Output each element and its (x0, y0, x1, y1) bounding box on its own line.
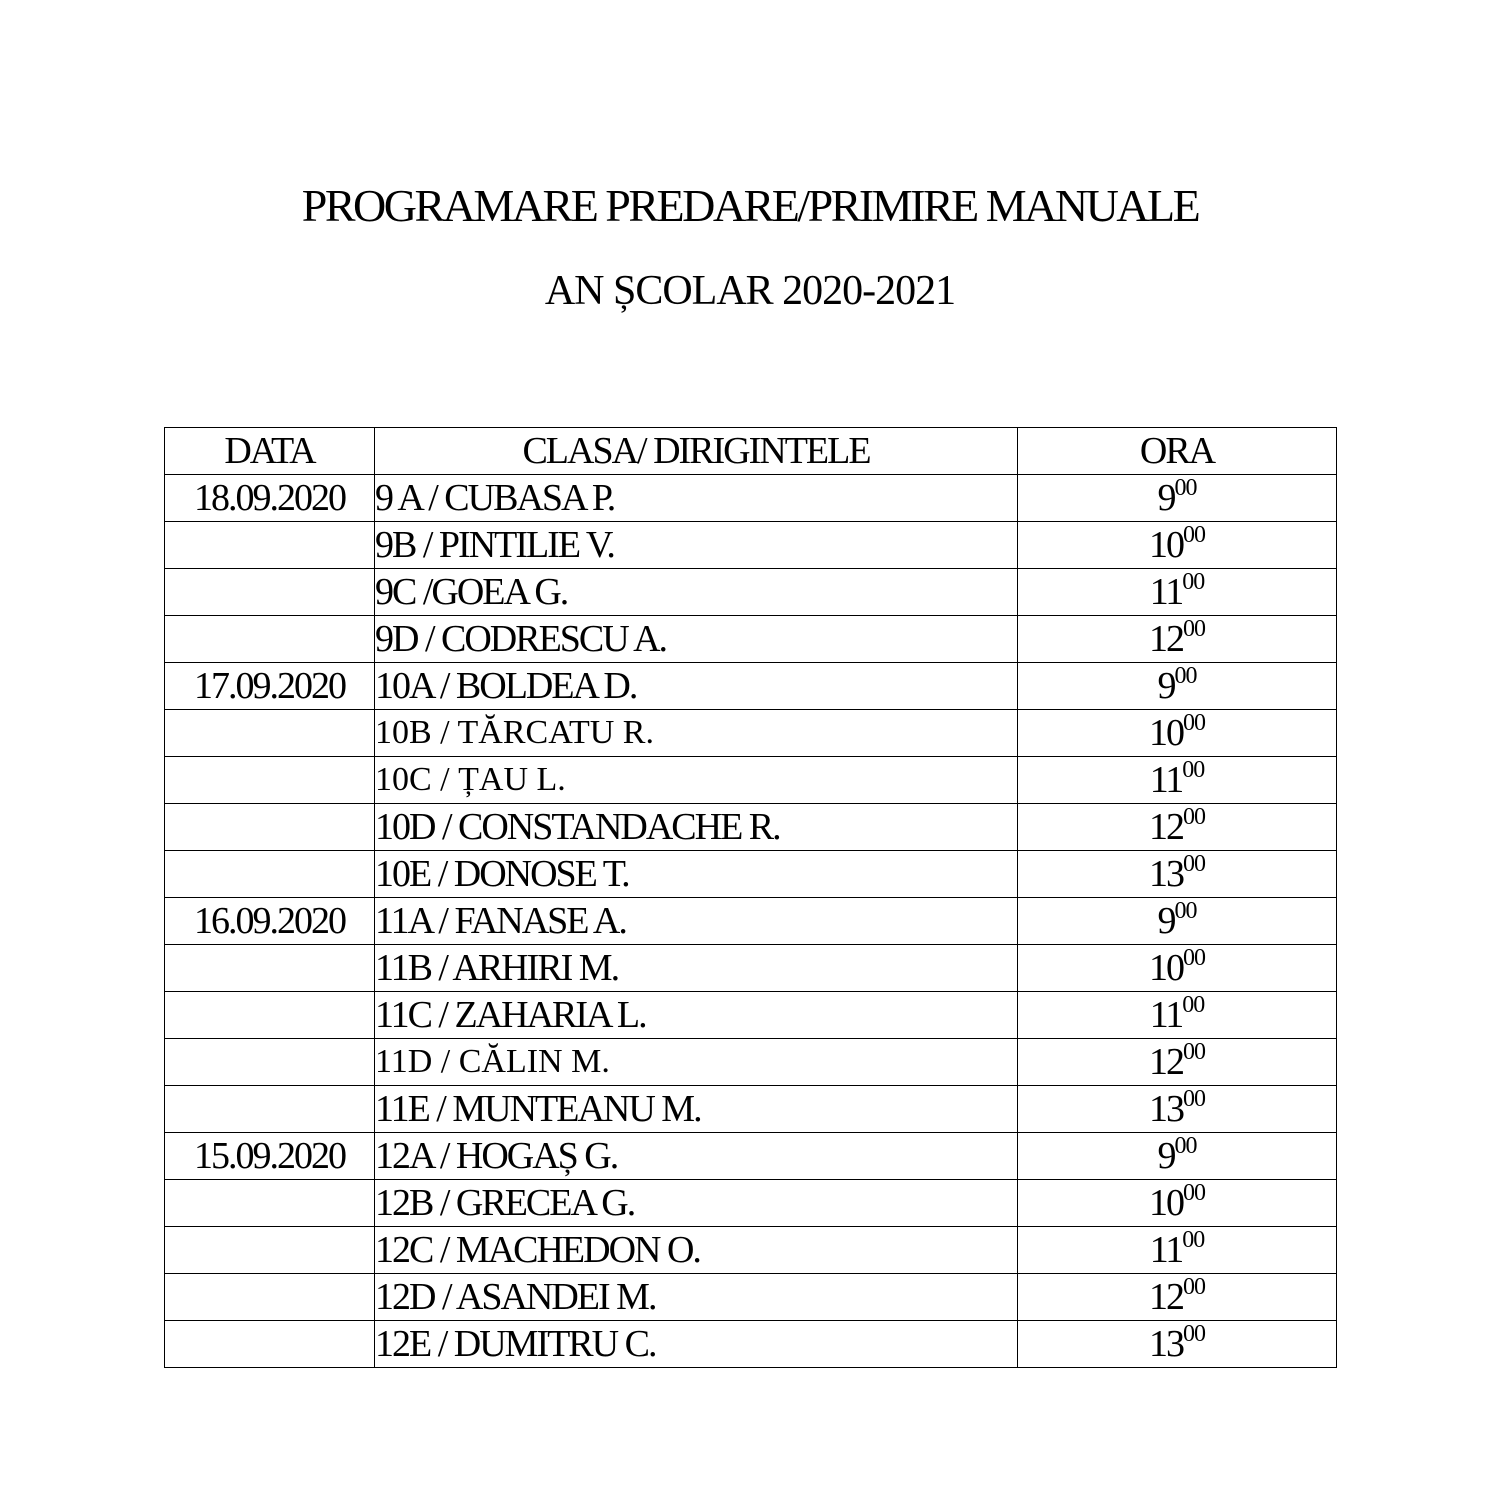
table-header-row (165, 428, 1337, 475)
time-hour: 13 (1149, 1088, 1183, 1130)
table-row (165, 1274, 1337, 1321)
date-cell (165, 1180, 375, 1227)
document-subtitle: AN ȘCOLAR 2020-2021 (544, 268, 956, 314)
date-cell (165, 945, 375, 992)
class-teacher-cell: 12B / GRECEA G. (375, 1180, 1018, 1227)
time-hour: 12 (1149, 806, 1183, 848)
time-hour: 9 (1157, 665, 1175, 707)
document-title: PROGRAMARE PREDARE/PRIMIRE MANUALE (301, 180, 1199, 231)
class-teacher-cell: 10E / DONOSE T. (375, 851, 1018, 898)
class-teacher-cell: 11B / ARHIRI M. (375, 945, 1018, 992)
header-class-teacher: CLASA/ DIRIGINTELE (375, 428, 1018, 475)
time-cell (1018, 569, 1337, 616)
time-cell (1018, 945, 1337, 992)
time-minutes: 00 (1183, 851, 1205, 877)
date-cell (165, 992, 375, 1039)
time-minutes: 00 (1183, 1180, 1205, 1206)
time-hour: 13 (1149, 853, 1183, 895)
time-hour: 12 (1149, 1276, 1183, 1318)
time-hour: 11 (1149, 759, 1183, 801)
time-minutes: 00 (1183, 1274, 1205, 1300)
table-row (165, 945, 1337, 992)
time-minutes: 00 (1182, 569, 1205, 595)
table-row (165, 1133, 1337, 1180)
date-cell (165, 804, 375, 851)
time-cell (1018, 1321, 1337, 1368)
time-cell (1018, 663, 1337, 710)
table-row (165, 663, 1337, 710)
class-teacher-cell: 10C / ȚAU L. (375, 757, 1018, 804)
time-cell (1018, 522, 1337, 569)
time-cell (1018, 851, 1337, 898)
class-teacher-cell: 12C / MACHEDON O. (375, 1227, 1018, 1274)
time-minutes: 00 (1174, 898, 1197, 924)
time-minutes: 00 (1174, 1133, 1197, 1159)
class-teacher-cell: 9D / CODRESCU A. (375, 616, 1018, 663)
class-teacher-cell: 10D / CONSTANDACHE R. (375, 804, 1018, 851)
time-hour: 10 (1149, 712, 1183, 754)
date-cell: 16.09.2020 (165, 898, 375, 945)
time-minutes: 00 (1182, 992, 1205, 1018)
time-cell (1018, 1039, 1337, 1086)
date-cell (165, 1274, 375, 1321)
table-row (165, 851, 1337, 898)
time-minutes: 00 (1183, 945, 1205, 971)
time-hour: 9 (1157, 900, 1175, 942)
date-cell (165, 616, 375, 663)
date-cell (165, 1321, 375, 1368)
class-teacher-cell: 12A / HOGAȘ G. (375, 1133, 1018, 1180)
time-cell (1018, 616, 1337, 663)
date-cell (165, 757, 375, 804)
time-minutes: 00 (1183, 616, 1205, 642)
time-cell (1018, 757, 1337, 804)
time-cell (1018, 804, 1337, 851)
time-hour: 11 (1149, 994, 1183, 1036)
table-row (165, 898, 1337, 945)
date-cell (165, 1227, 375, 1274)
class-teacher-cell: 11E / MUNTEANU M. (375, 1086, 1018, 1133)
table-row (165, 757, 1337, 804)
class-teacher-cell: 11A / FANASE A. (375, 898, 1018, 945)
time-cell (1018, 1086, 1337, 1133)
time-hour: 13 (1149, 1323, 1183, 1365)
time-cell (1018, 710, 1337, 757)
time-minutes: 00 (1182, 757, 1205, 783)
time-hour: 9 (1157, 1135, 1175, 1177)
time-minutes: 00 (1182, 1227, 1205, 1253)
table-row (165, 1227, 1337, 1274)
time-cell (1018, 475, 1337, 522)
time-cell (1018, 898, 1337, 945)
header-time: ORA (1018, 428, 1337, 475)
date-cell (165, 710, 375, 757)
table-row (165, 1180, 1337, 1227)
class-teacher-cell: 9C /GOEA G. (375, 569, 1018, 616)
time-minutes: 00 (1174, 663, 1197, 689)
schedule-table (164, 427, 1337, 1368)
table-row (165, 804, 1337, 851)
time-hour: 10 (1149, 1182, 1183, 1224)
date-cell (165, 1039, 375, 1086)
table-row (165, 1086, 1337, 1133)
date-cell: 18.09.2020 (165, 475, 375, 522)
date-cell: 15.09.2020 (165, 1133, 375, 1180)
table-row (165, 569, 1337, 616)
time-minutes: 00 (1183, 804, 1205, 830)
table-row (165, 1039, 1337, 1086)
table-row (165, 710, 1337, 757)
time-minutes: 00 (1183, 1321, 1205, 1347)
table-row (165, 475, 1337, 522)
class-teacher-cell: 9 A / CUBASA P. (375, 475, 1018, 522)
table-row (165, 1321, 1337, 1368)
class-teacher-cell: 12E / DUMITRU C. (375, 1321, 1018, 1368)
time-hour: 12 (1149, 618, 1183, 660)
header-date: DATA (165, 428, 375, 475)
time-cell (1018, 1227, 1337, 1274)
time-cell (1018, 992, 1337, 1039)
class-teacher-cell: 11C / ZAHARIA L. (375, 992, 1018, 1039)
time-hour: 10 (1149, 524, 1183, 566)
time-minutes: 00 (1183, 1039, 1205, 1065)
time-cell (1018, 1274, 1337, 1321)
time-hour: 12 (1149, 1041, 1183, 1083)
time-hour: 11 (1149, 1229, 1183, 1271)
time-minutes: 00 (1174, 475, 1197, 501)
class-teacher-cell: 9B / PINTILIE V. (375, 522, 1018, 569)
class-teacher-cell: 12D / ASANDEI M. (375, 1274, 1018, 1321)
date-cell (165, 569, 375, 616)
class-teacher-cell: 11D / CĂLIN M. (375, 1039, 1018, 1086)
time-hour: 11 (1149, 571, 1183, 613)
class-teacher-cell: 10A / BOLDEA D. (375, 663, 1018, 710)
time-minutes: 00 (1183, 1086, 1205, 1112)
time-minutes: 00 (1183, 710, 1205, 736)
table-row (165, 616, 1337, 663)
time-hour: 10 (1149, 947, 1183, 989)
class-teacher-cell: 10B / TĂRCATU R. (375, 710, 1018, 757)
table-row (165, 522, 1337, 569)
date-cell: 17.09.2020 (165, 663, 375, 710)
table-row (165, 992, 1337, 1039)
date-cell (165, 851, 375, 898)
time-minutes: 00 (1183, 522, 1205, 548)
time-cell (1018, 1180, 1337, 1227)
time-hour: 9 (1157, 477, 1175, 519)
date-cell (165, 1086, 375, 1133)
time-cell (1018, 1133, 1337, 1180)
date-cell (165, 522, 375, 569)
